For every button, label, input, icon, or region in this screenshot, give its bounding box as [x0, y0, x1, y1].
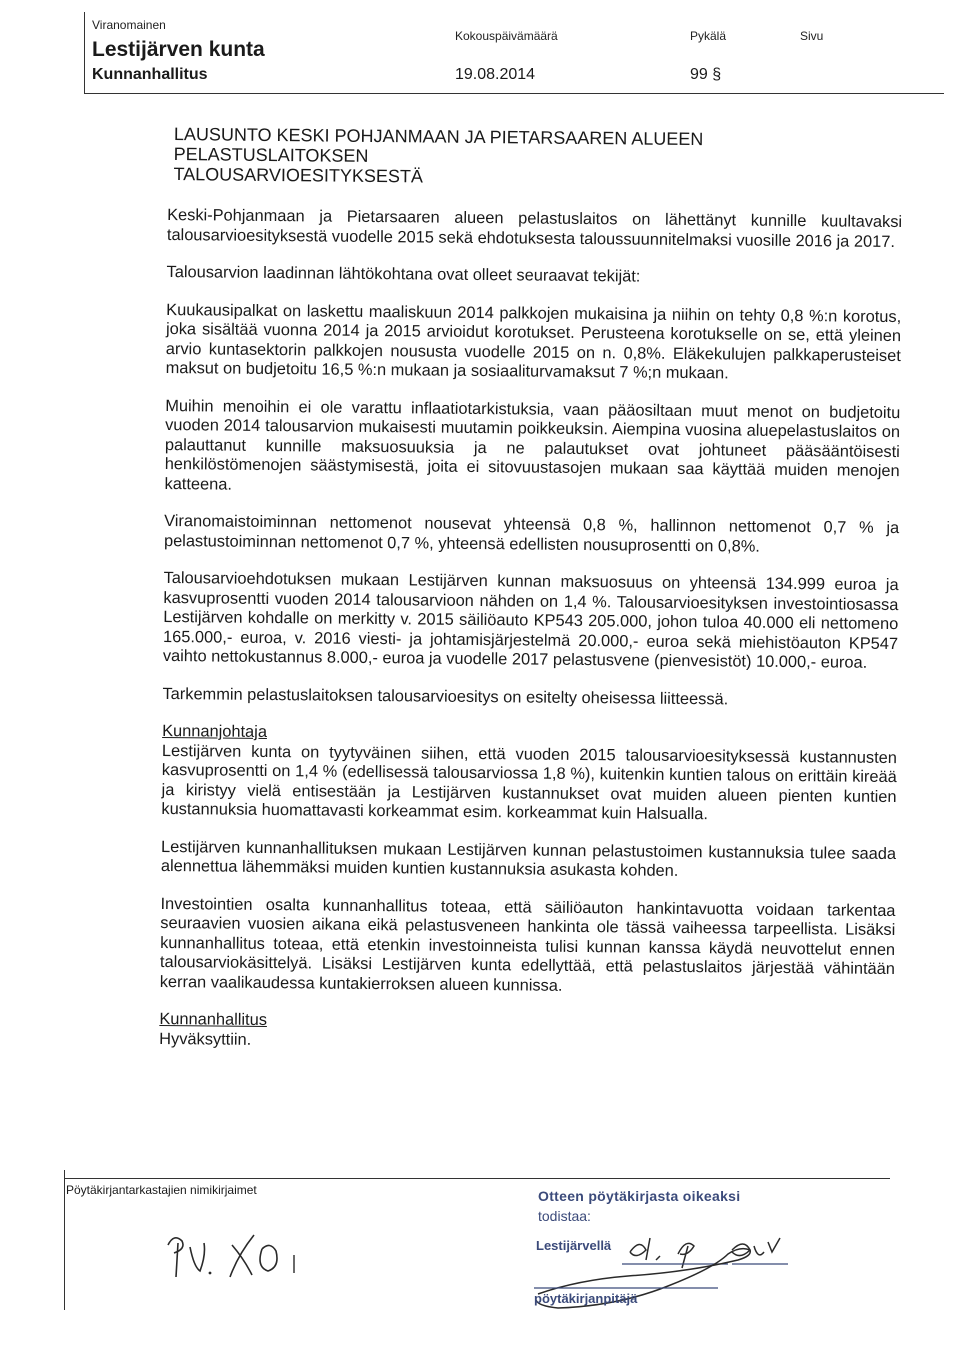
header-bottom-rule	[84, 93, 944, 94]
meeting-date: 19.08.2014	[455, 66, 536, 83]
authority-label: Viranomainen	[92, 18, 166, 32]
paragraph-board-opinion: Lestijärven kunnanhallituksen mukaan Lestijärven kunnan pelastustoimen kustannuksia tulee saada alennettua lähemmäksi muiden kuntien kustannuksia asukasta kohden.	[160, 837, 897, 880]
paragraph-attachment: Tarkemmin pelastuslaitoksen talousarvioesitys on esitelty oheisessa liitteessä.	[162, 684, 729, 708]
document-title	[173, 124, 903, 191]
paragraph-manager-statement: Lestijärven kunta on tyytyväinen siihen, että vuoden 2015 talousarvioesityksessä kustannusten kasvuprosentti on 1,4 % (edellisessä talousarviossa 1,8 %), kuitenkin kuntien talous on erittäin kireää ja kiristyy vielä entisestään ja Lestijärven kustannukset ovat muiden alueen pienten kuntien kustannuksia huomattavasti korkeammat esim. korkeammat kuin Halsualla.	[161, 741, 898, 824]
unit-name: Kunnanhallitus	[92, 66, 208, 83]
footer-top-rule	[64, 1178, 890, 1179]
subheading-board: Kunnanhallitus	[159, 1009, 268, 1029]
paragraph-net-expenses: Viranomaistoiminnan nettomenot nousevat yhteensä 0,8 %, hallinnon nettomenot 0,7 % ja pelastustoiminnan nettomenot 0,7 %, yhteensä edellisten nousuprosentti on 0,8%.	[163, 511, 900, 556]
stamp-line-certify: Otteen pöytäkirjasta oikeaksi	[538, 1188, 741, 1204]
stamp-signature	[518, 1216, 898, 1326]
section-label: Pykälä	[690, 29, 727, 43]
examiner-initials-signature	[160, 1215, 310, 1295]
paragraph-other-expenses: Muihin menoihin ei ole varattu inflaatiotarkistuksia, vaan pääosiltaan muut menot on budjetoitu vuoden 2014 talousarvion mukaisesti muutamin poikkeuksin. Aiempina vuosina aluepelastuslaitos on palauttanut kunnille maksuosuuksia ja ne palautukset ovat johtuneet pääsääntöisesti henkilöstömenojen säästymisestä, joita ei sitovuustasojen mukaan saa käyttää muiden menojen katteena.	[164, 396, 901, 494]
stamp-line-place: Lestijärvellä	[536, 1238, 612, 1253]
section-number: 99 §	[690, 66, 722, 83]
examiners-label: Pöytäkirjantarkastajien nimikirjaimet	[66, 1183, 257, 1197]
paragraph-investments: Investointien osalta kunnanhallitus toteaa, että säiliöauton hankintavuotta voidaan tarkentaa seuraavien vuosien aikana eikä pelastusveneen hankinta ole tässä vaiheessa tarpeellista. Lisäksi kunnanhallitus toteaa, että etenkin investoinneista tulisi kunnan kanssa käydä neuvottelut ennen talousarviokäsittelyä. Lisäksi Lestijärven kunta edellyttää, että pelastuslaitos järjestää vähintään kerran vaalikaudessa kuntakierroksen alueen kunnissa.	[159, 894, 896, 995]
subheading-municipal-manager: Kunnanjohtaja	[162, 721, 268, 741]
title-line-1: LAUSUNTO KESKI POHJANMAAN JA PIETARSAAREN ALUEEN PELASTUSLAITOKSEN	[173, 124, 704, 166]
title-line-2: TALOUSARVIOESITYKSESTÄ	[173, 164, 424, 187]
paragraph-salaries: Kuukausipalkat on laskettu maaliskuun 2014 palkkojen mukaisina ja niihin on tehty 0,8 %:n korotus, joka sisältää vuonna 2014 ja 2015 arvioidut korotukset. Perusteena korotukselle on se, että yleinen arvio kuntasektorin palkkojen noususta vuodelle 2015 on n. 0,8%. Eläkekulujen palkkaperusteiset maksut on budjetoitu 16,5 %:n mukaan ja sosiaaliturvamaksut 7 %;n mukaan.	[165, 300, 902, 383]
decision-text: Hyväksyttiin.	[159, 1029, 252, 1049]
header-left-rule	[84, 12, 85, 94]
page-label: Sivu	[800, 29, 824, 43]
meeting-date-label: Kokouspäivämäärä	[455, 29, 558, 43]
certification-stamp	[518, 1188, 898, 1328]
paragraph-basis: Talousarvion laadinnan lähtökohtana ovat olleet seuraavat tekijät:	[166, 262, 641, 286]
paragraph-municipal-share: Talousarvioehdotuksen mukaan Lestijärven kunnan maksuosuus on yhteensä 134.999 euroa ja kasvuprosentti vuoden 2014 talousarvioon nähden on 1,4 %. Talousarvioesityksen investointiosassa Lestijärven kohdalle on merkitty v. 2015 säiliöauto KP543 205.000, johon tuloa 40.000 eli nettomeno 165.000,- euroa, v. 2016 viesti- ja johtamisjärjestelmä 20.000,- euroa sekä miehistöauton KP547 vaihto nettokustannus 8.000,- euroa ja vuodelle 2017 pelastusvene (pienvesistöt) 10.000,- euroa.	[162, 568, 899, 672]
footer-left-rule	[64, 1170, 65, 1310]
paragraph-intro: Keski-Pohjanmaan ja Pietarsaaren alueen pelastuslaitos on lähettänyt kunnille kuultavaksi talousarvioesityksestä vuodelle 2015 sekä ehdotuksesta taloussuunnitelmaksi vuosille 2016 ja 2017.	[166, 205, 903, 251]
stamp-line-attests: todistaa:	[538, 1208, 591, 1224]
organization-name: Lestijärven kunta	[92, 38, 265, 61]
document-body	[159, 124, 903, 1074]
stamp-line-secretary: pöytäkirjanpitäjä	[534, 1291, 638, 1306]
